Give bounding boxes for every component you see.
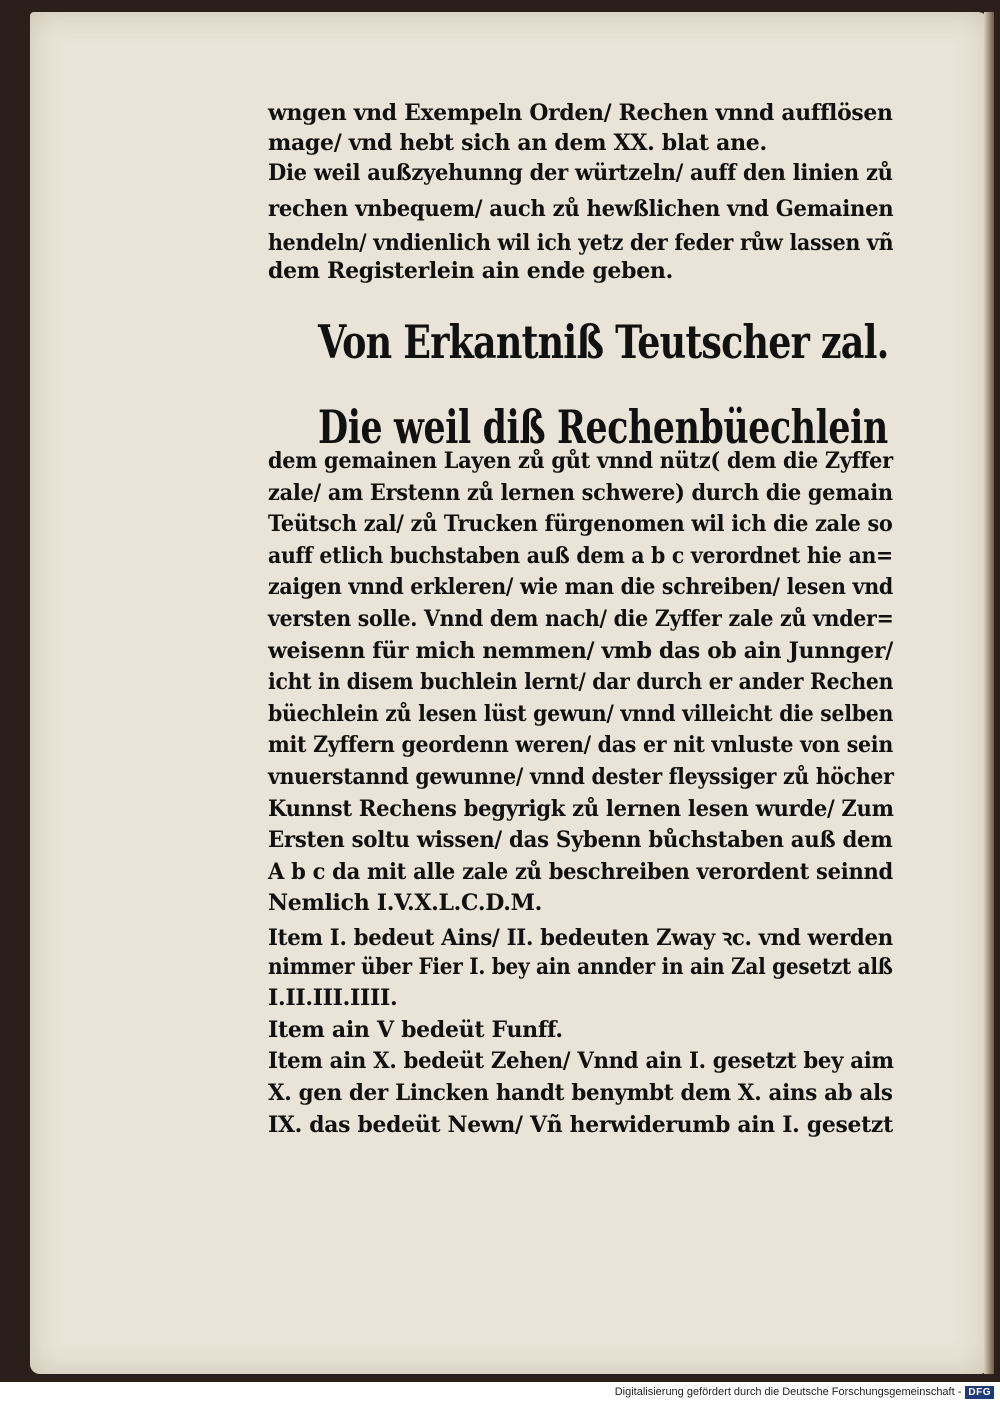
section-heading: Von Erkantniß Teutscher zal.: [318, 315, 889, 369]
text-line: icht in disem buchlein lernt/ dar durch er ander Rechen: [268, 669, 894, 695]
text-line: mage/ vnd hebt sich an dem XX. blat ane.: [268, 130, 767, 156]
text-line: Nemlich I.V.X.L.C.D.M.: [268, 890, 542, 916]
text-line: Teütsch zal/ zů Trucken fürgenomen wil ich die zale so: [268, 511, 893, 537]
text-line: weisenn für mich nemmen/ vmb das ob ain Junnger/: [268, 638, 893, 664]
text-line: Item I. bedeut Ains/ II. bedeuten Zway ꝛc. vnd werden: [268, 925, 893, 951]
text-line: versten solle. Vnnd dem nach/ die Zyffer zale zů vnder=: [268, 606, 894, 632]
text-line: zale/ am Erstenn zů lernen schwere) durch die gemain: [268, 480, 893, 506]
text-line: hendeln/ vndienlich wil ich yetz der feder růw lassen vñ: [268, 230, 894, 256]
text-line: Item ain V bedeüt Funff.: [268, 1017, 563, 1043]
dfg-logo: DFG: [965, 1386, 994, 1399]
text-line: rechen vnbequem/ auch zů hewßlichen vnd Gemainen: [268, 196, 894, 222]
text-line: dem Registerlein ain ende geben.: [268, 258, 673, 284]
footer-text: Digitalisierung gefördert durch die Deutsche Forschungsgemeinschaft -: [614, 1386, 962, 1398]
text-line: A b c da mit alle zale zů beschreiben verordent seinnd: [268, 859, 893, 885]
text-line: wngen vnd Exempeln Orden/ Rechen vnnd aufflösen: [268, 100, 893, 126]
paragraph-opening: Die weil diß Rechenbüechlein: [318, 400, 888, 454]
text-line: zaigen vnnd erkleren/ wie man die schreiben/ lesen vnd: [268, 574, 893, 600]
text-line: büechlein zů lesen lüst gewun/ vnnd villeicht die selben: [268, 701, 894, 727]
text-line: nimmer über Fier I. bey ain annder in ain Zal gesetzt alß: [268, 954, 893, 980]
text-line: Item ain X. bedeüt Zehen/ Vnnd ain I. gesetzt bey aim: [268, 1048, 894, 1074]
text-line: dem gemainen Layen zů gůt vnnd nütz( dem die Zyffer: [268, 448, 893, 474]
footer-credit: [615, 1384, 994, 1400]
text-line: Ersten soltu wissen/ das Sybenn bůchstaben auß dem: [268, 827, 893, 853]
text-line: X. gen der Lincken handt benymbt dem X. ains ab als: [268, 1080, 893, 1106]
text-line: auff etlich buchstaben auß dem a b c verordnet hie an=: [268, 543, 893, 569]
text-line: mit Zyffern geordenn weren/ das er nit vnluste von sein: [268, 732, 893, 758]
text-line: IX. das bedeüt Newn/ Vñ herwiderumb ain I. gesetzt: [268, 1112, 893, 1138]
text-line: vnuerstannd gewunne/ vnnd dester fleyssiger zů höcher: [268, 764, 894, 790]
text-line: I.II.III.IIII.: [268, 985, 398, 1011]
text-line: Kunnst Rechens begyrigk zů lernen lesen wurde/ Zum: [268, 796, 894, 822]
text-line: Die weil außzyehunng der würtzeln/ auff den linien zů: [268, 160, 893, 186]
